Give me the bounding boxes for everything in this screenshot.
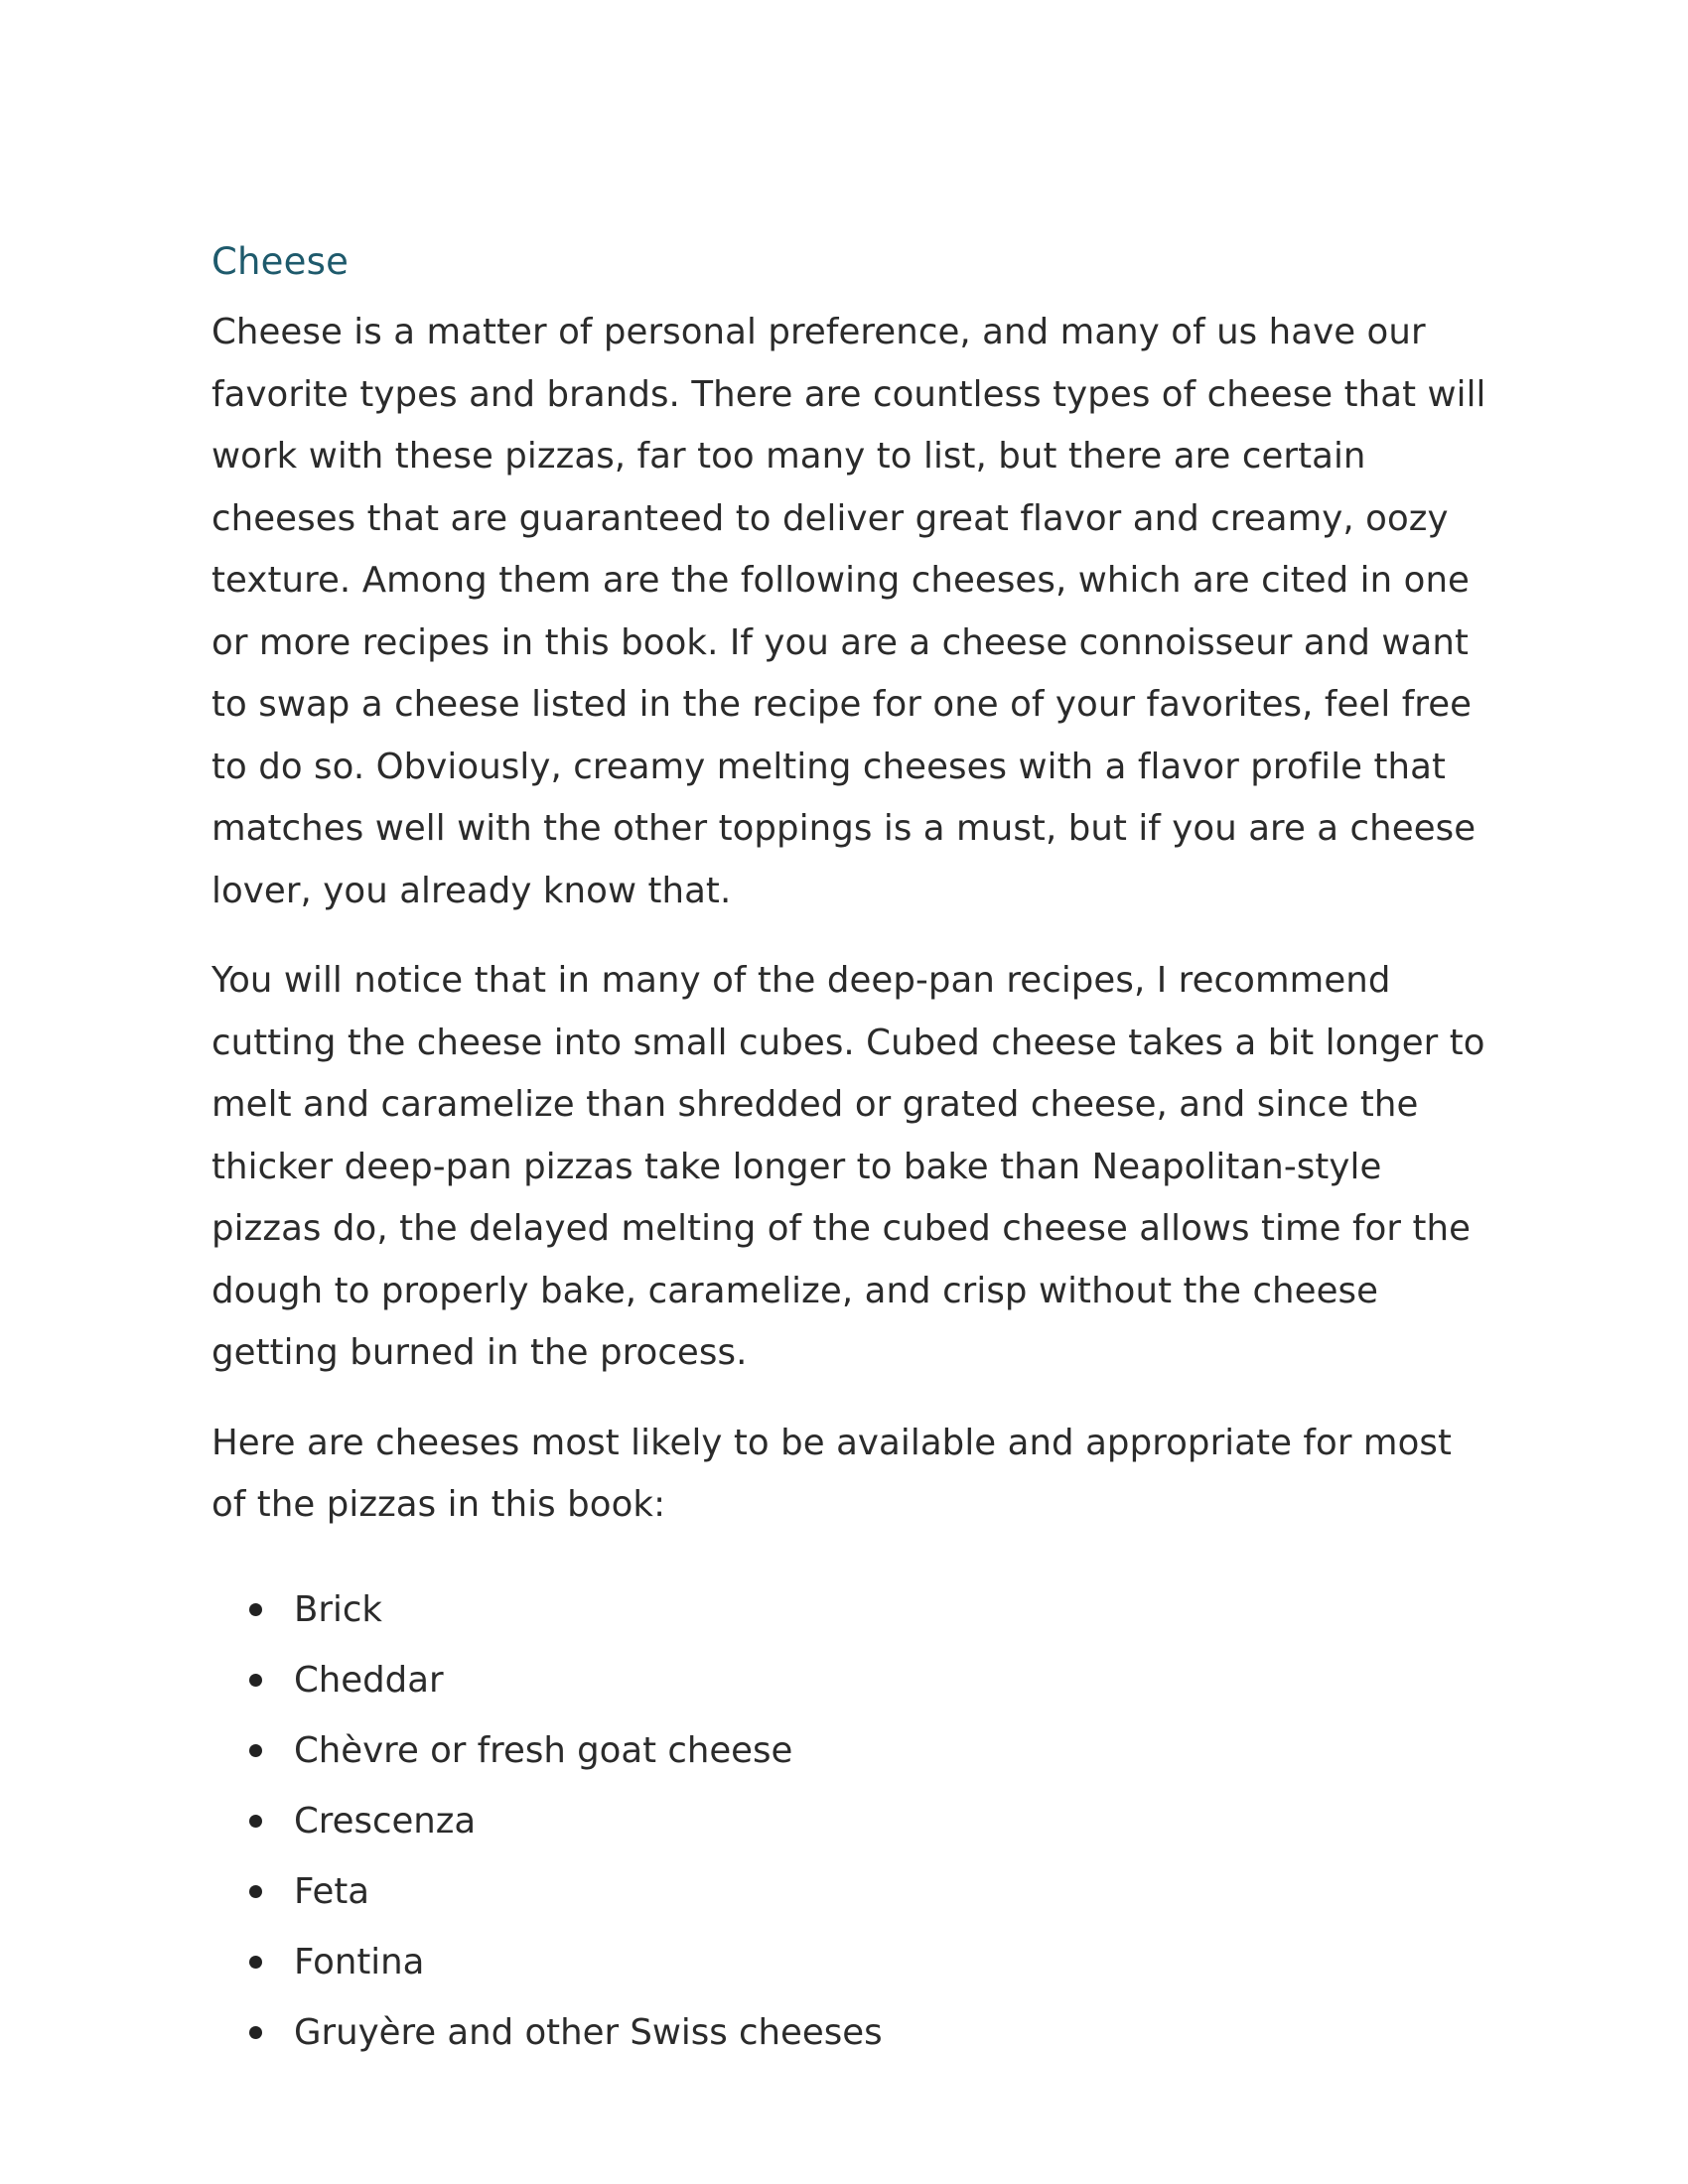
list-item	[249, 1715, 1492, 1786]
list-item-label: Gruyère and other Swiss cheeses	[294, 2011, 883, 2053]
bullet-icon	[249, 1885, 262, 1898]
list-item	[249, 1927, 1492, 1997]
list-item-label: Crescenza	[294, 1800, 477, 1842]
list-intro-paragraph: Here are cheeses most likely to be available and appropriate for most of the pizzas in this book:	[211, 1422, 1453, 1526]
bullet-icon	[249, 1674, 262, 1687]
bullet-icon	[249, 1603, 262, 1616]
bullet-icon	[249, 1744, 262, 1757]
bullet-icon	[249, 2026, 262, 2039]
list-item-label: Feta	[294, 1870, 369, 1912]
cheese-list	[211, 1574, 1492, 2068]
list-item	[249, 1645, 1492, 1715]
list-item	[249, 1997, 1492, 2068]
intro-paragraph: Cheese is a matter of personal preference, and many of us have our favorite types and brands. There are countless types of cheese that will work with these pizzas, far too many to list, but there are certain cheeses that are guaranteed to deliver great flavor and creamy, oozy texture. Among them are the following cheeses, which are cited in one or more recipes in this book. If you are a cheese connoisseur and want to swap a cheese listed in the recipe for one of your favorites, feel free to do so. Obviously, creamy melting cheeses with a flavor profile that matches well with the other toppings is a must, but if you are a cheese lover, you already know that.	[211, 312, 1486, 911]
bullet-icon	[249, 1815, 262, 1828]
list-item-label: Fontina	[294, 1941, 425, 1982]
list-item	[249, 1574, 1492, 1645]
list-item-label: Cheddar	[294, 1659, 444, 1701]
list-item-label: Chèvre or fresh goat cheese	[294, 1729, 793, 1771]
bullet-icon	[249, 1956, 262, 1969]
document-page	[211, 240, 1492, 2068]
list-item	[249, 1786, 1492, 1856]
section-heading: Cheese	[211, 240, 350, 283]
list-item-label: Brick	[294, 1588, 382, 1630]
list-item	[249, 1856, 1492, 1927]
cubed-cheese-paragraph: You will notice that in many of the deep-pan recipes, I recommend cutting the cheese into small cubes. Cubed cheese takes a bit longer to melt and caramelize than shredded or grated cheese, and since the thicker deep-pan pizzas take longer to bake than Neapolitan-style pizzas do, the delayed melting of the cubed cheese allows time for the dough to properly bake, caramelize, and crisp without the cheese getting burned in the process.	[211, 960, 1485, 1374]
